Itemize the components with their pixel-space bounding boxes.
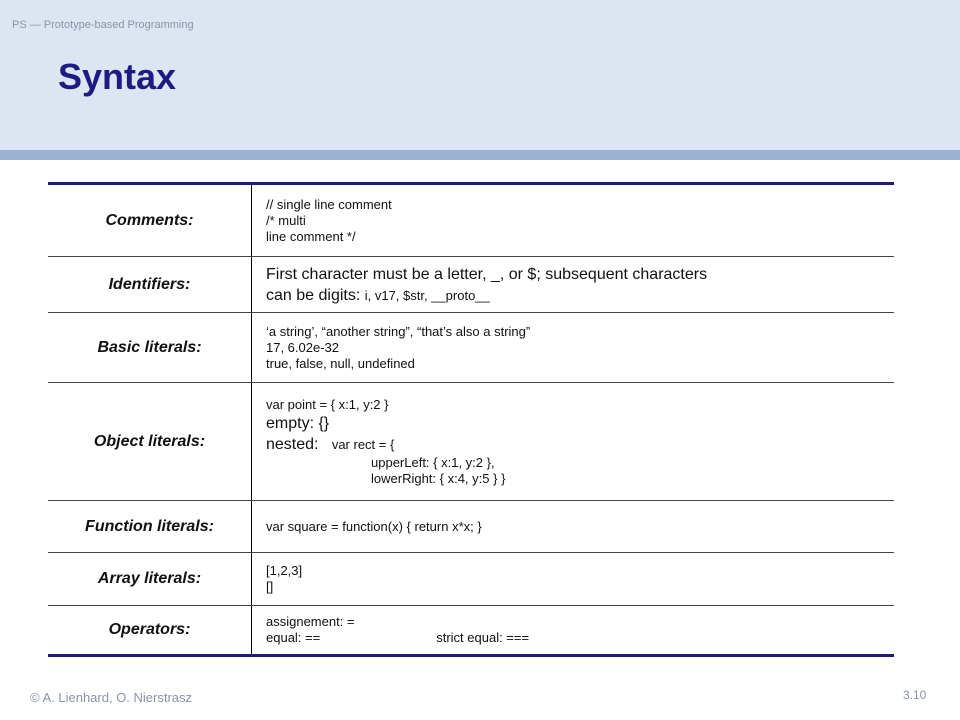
operator-strict-equal: strict equal: === bbox=[436, 630, 530, 645]
array-line: [1,2,3] bbox=[266, 563, 303, 578]
literal-line: ‘a string’, “another string”, “that’s also a string” bbox=[266, 323, 531, 339]
row-content bbox=[252, 184, 895, 257]
table-row-comments bbox=[48, 184, 894, 257]
object-line: empty: {} bbox=[266, 414, 330, 432]
object-line: lowerRight: { x:4, y:5 } } bbox=[371, 470, 506, 486]
nested-code: var rect = { bbox=[331, 436, 395, 452]
row-content bbox=[252, 257, 895, 313]
row-label: Function literals: bbox=[48, 501, 252, 553]
literal-line: 17, 6.02e-32 bbox=[266, 339, 340, 355]
row-label: Array literals: bbox=[48, 553, 252, 606]
row-content bbox=[252, 313, 895, 383]
operator-line: assignement: = bbox=[266, 614, 355, 629]
row-label: Operators: bbox=[48, 606, 252, 656]
array-line: [] bbox=[266, 579, 274, 594]
row-label: Basic literals: bbox=[48, 313, 252, 383]
object-line bbox=[266, 434, 894, 455]
row-content bbox=[252, 553, 895, 606]
operator-equal: equal: == bbox=[266, 630, 321, 645]
operator-line bbox=[266, 630, 894, 646]
row-content bbox=[252, 606, 895, 656]
identifier-rule-line bbox=[266, 285, 894, 306]
comment-line: line comment */ bbox=[266, 228, 356, 244]
comment-line: /* multi bbox=[266, 212, 306, 228]
table-row-object-literals bbox=[48, 383, 894, 501]
running-head: PS — Prototype-based Programming bbox=[12, 19, 194, 31]
table-row-operators bbox=[48, 606, 894, 656]
page-number: 3.10 bbox=[903, 688, 927, 702]
row-label: Identifiers: bbox=[48, 257, 252, 313]
table-row-array-literals bbox=[48, 553, 894, 606]
header-rule bbox=[0, 150, 960, 160]
object-line: upperLeft: { x:1, y:2 }, bbox=[371, 454, 495, 470]
comment-line: // single line comment bbox=[266, 196, 392, 212]
table-row-identifiers bbox=[48, 257, 894, 313]
nested-label: nested: bbox=[266, 435, 319, 453]
row-label: Comments: bbox=[48, 184, 252, 257]
table-row-basic-literals bbox=[48, 313, 894, 383]
identifier-rule-prefix: can be digits: bbox=[266, 286, 365, 304]
row-content bbox=[252, 383, 895, 501]
slide-title: Syntax bbox=[58, 56, 177, 97]
identifier-rule-line: First character must be a letter, _, or $; subsequent characters bbox=[266, 265, 708, 283]
object-line: var point = { x:1, y:2 } bbox=[266, 396, 389, 412]
table-row-function-literals bbox=[48, 501, 894, 553]
row-label: Object literals: bbox=[48, 383, 252, 501]
syntax-table bbox=[48, 182, 894, 657]
row-content bbox=[252, 501, 895, 553]
identifier-examples: i, v17, $str, __proto__ bbox=[364, 287, 490, 303]
function-line: var square = function(x) { return x*x; } bbox=[266, 518, 482, 534]
literal-line: true, false, null, undefined bbox=[266, 355, 415, 371]
footer-authors: © A. Lienhard, O. Nierstrasz bbox=[30, 690, 193, 705]
